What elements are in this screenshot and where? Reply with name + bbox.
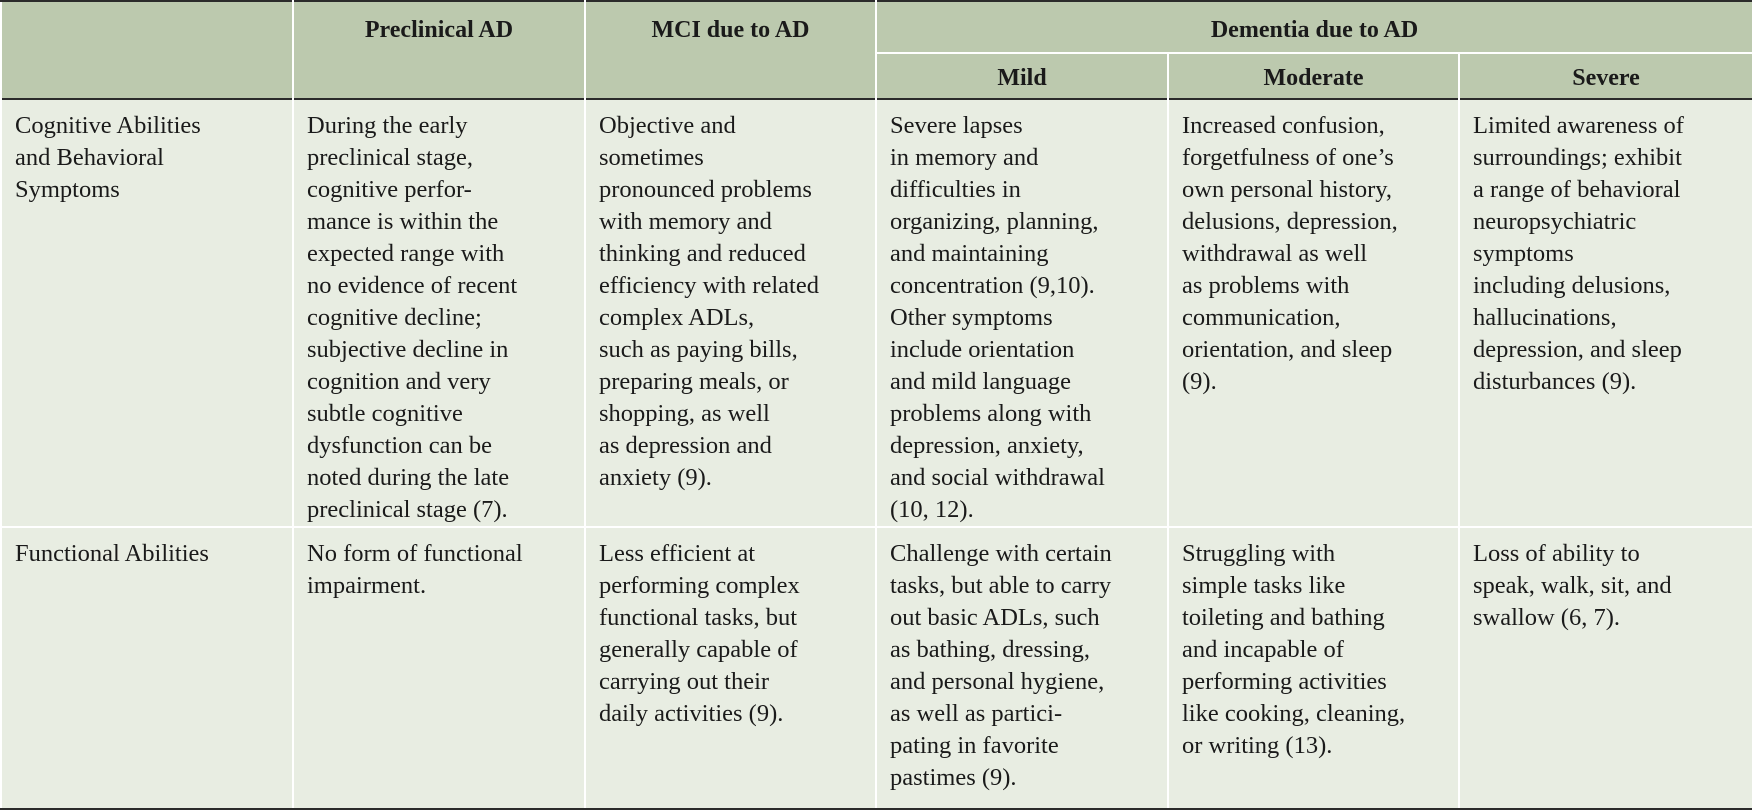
- row-label-cognitive: Cognitive Abilities and Behavioral Symptoms: [1, 99, 293, 527]
- header-blank: [1, 1, 293, 99]
- cell-cognitive-moderate: Increased confusion, forgetfulness of one’s own personal history, delusions, depression, withdrawal as well as problems with communication, orientation, and sleep (9).: [1168, 99, 1459, 527]
- header-dementia-due-to-ad: Dementia due to AD: [876, 1, 1752, 53]
- header-preclinical-ad: Preclinical AD: [293, 1, 585, 99]
- cell-functional-mci: Less efficient at performing complex functional tasks, but generally capable of carrying out their daily activities (9).: [585, 527, 876, 809]
- header-row-top: [1, 1, 1752, 53]
- header-mild: Mild: [876, 53, 1168, 99]
- cell-functional-moderate: Struggling with simple tasks like toileting and bathing and incapable of performing activities like cooking, cleaning, or writing (13).: [1168, 527, 1459, 809]
- header-mci-due-to-ad: MCI due to AD: [585, 1, 876, 99]
- cell-cognitive-mci: Objective and sometimes pronounced problems with memory and thinking and reduced efficiency with related complex ADLs, such as paying bills, preparing meals, or shopping, as well as depression and anxiety (9).: [585, 99, 876, 527]
- table-row-functional: [1, 527, 1752, 809]
- header-moderate: Moderate: [1168, 53, 1459, 99]
- cell-functional-mild: Challenge with certain tasks, but able to carry out basic ADLs, such as bathing, dressing, and personal hygiene, as well as partici- pating in favorite pastimes (9).: [876, 527, 1168, 809]
- table-body: [1, 99, 1752, 809]
- cell-functional-preclinical: No form of functional impairment.: [293, 527, 585, 809]
- table-header: [1, 1, 1752, 99]
- cell-cognitive-mild: Severe lapses in memory and difficulties in organizing, planning, and maintaining concentration (9,10). Other symptoms include orientation and mild language problems along with depression, anxiety, and social withdrawal (10, 12).: [876, 99, 1168, 527]
- cell-cognitive-preclinical: During the early preclinical stage, cognitive perfor- mance is within the expected range with no evidence of recent cognitive decline; subjective decline in cognition and very subtle cognitive dysfunction can be noted during the late preclinical stage (7).: [293, 99, 585, 527]
- row-label-functional: Functional Abilities: [1, 527, 293, 809]
- header-severe: Severe: [1459, 53, 1752, 99]
- cell-cognitive-severe: Limited awareness of surroundings; exhibit a range of behavioral neuropsychiatric symptoms including delusions, hallucinations, depression, and sleep disturbances (9).: [1459, 99, 1752, 527]
- table-row-cognitive: [1, 99, 1752, 527]
- cell-functional-severe: Loss of ability to speak, walk, sit, and swallow (6, 7).: [1459, 527, 1752, 809]
